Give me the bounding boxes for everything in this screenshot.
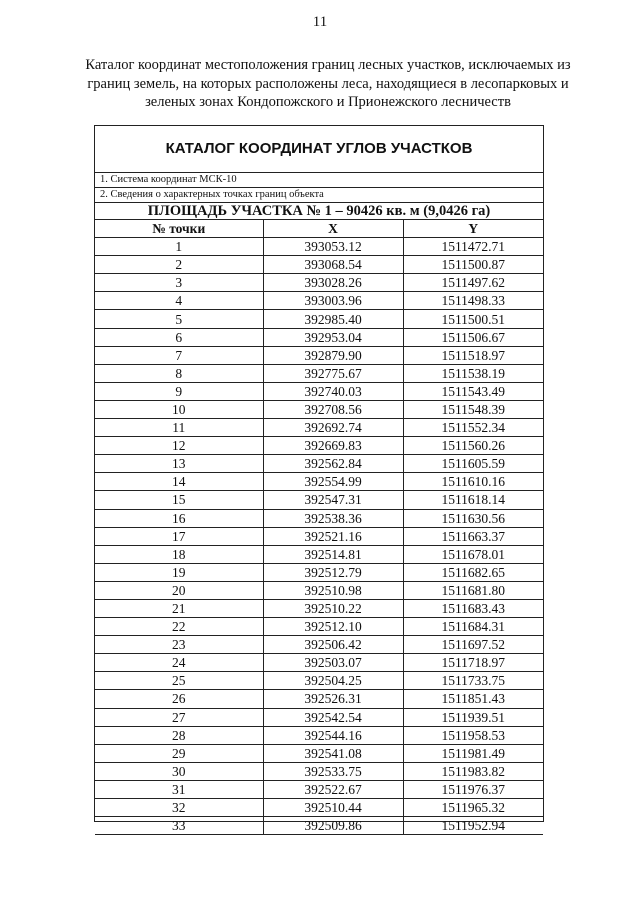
y-coordinate-cell: 1511663.37 [403, 527, 543, 545]
y-coordinate-cell: 1511618.14 [403, 491, 543, 509]
point-number-cell: 14 [95, 473, 263, 491]
x-coordinate-cell: 392510.98 [263, 581, 403, 599]
x-coordinate-cell: 392510.22 [263, 599, 403, 617]
point-number-cell: 7 [95, 346, 263, 364]
area-title: ПЛОЩАДЬ УЧАСТКА № 1 – 90426 кв. м (9,0426 га) [95, 202, 543, 219]
point-number-cell: 22 [95, 618, 263, 636]
table-row [95, 310, 543, 328]
y-coordinate-cell: 1511543.49 [403, 382, 543, 400]
table-row [95, 473, 543, 491]
x-coordinate-cell: 393028.26 [263, 274, 403, 292]
y-coordinate-cell: 1511497.62 [403, 274, 543, 292]
coordinate-system-line: 1. Система координат МСК-10 [95, 172, 543, 187]
point-number-cell: 32 [95, 799, 263, 817]
point-number-cell: 20 [95, 581, 263, 599]
y-coordinate-cell: 1511678.01 [403, 545, 543, 563]
point-number-cell: 2 [95, 256, 263, 274]
point-number-cell: 23 [95, 636, 263, 654]
point-number-cell: 24 [95, 654, 263, 672]
y-coordinate-cell: 1511684.31 [403, 618, 543, 636]
table-row [95, 762, 543, 780]
table-row [95, 799, 543, 817]
x-coordinate-cell: 392522.67 [263, 780, 403, 798]
table-row [95, 346, 543, 364]
x-coordinate-cell: 392526.31 [263, 690, 403, 708]
x-coordinate-cell: 392512.79 [263, 563, 403, 581]
table-row [95, 256, 543, 274]
y-coordinate-cell: 1511939.51 [403, 708, 543, 726]
table-row [95, 581, 543, 599]
x-coordinate-cell: 393003.96 [263, 292, 403, 310]
table-row [95, 455, 543, 473]
y-coordinate-cell: 1511682.65 [403, 563, 543, 581]
point-number-cell: 25 [95, 672, 263, 690]
point-number-cell: 1 [95, 238, 263, 256]
x-coordinate-cell: 392512.10 [263, 618, 403, 636]
x-coordinate-cell: 392509.86 [263, 817, 403, 835]
point-number-cell: 26 [95, 690, 263, 708]
point-number-cell: 30 [95, 762, 263, 780]
y-coordinate-cell: 1511605.59 [403, 455, 543, 473]
x-coordinate-cell: 392544.16 [263, 726, 403, 744]
x-coordinate-cell: 392533.75 [263, 762, 403, 780]
column-header-x: X [263, 220, 403, 238]
point-number-cell: 11 [95, 419, 263, 437]
y-coordinate-cell: 1511610.16 [403, 473, 543, 491]
table-row [95, 292, 543, 310]
table-row [95, 545, 543, 563]
x-coordinate-cell: 392775.67 [263, 364, 403, 382]
point-number-cell: 19 [95, 563, 263, 581]
y-coordinate-cell: 1511552.34 [403, 419, 543, 437]
point-number-cell: 6 [95, 328, 263, 346]
point-number-cell: 5 [95, 310, 263, 328]
x-coordinate-cell: 393068.54 [263, 256, 403, 274]
document-title: Каталог координат местоположения границ лесных участков, исключаемых из границ земель, на которых расположены леса, находящиеся в лесопарковых и зеленых зонах Кондопожского и Прионежского лесничеств [85, 57, 571, 110]
x-coordinate-cell: 392953.04 [263, 328, 403, 346]
point-number-cell: 12 [95, 437, 263, 455]
y-coordinate-cell: 1511958.53 [403, 726, 543, 744]
y-coordinate-cell: 1511718.97 [403, 654, 543, 672]
point-number-cell: 28 [95, 726, 263, 744]
points-info-line: 2. Сведения о характерных точках границ объекта [95, 187, 543, 202]
x-coordinate-cell: 392514.81 [263, 545, 403, 563]
x-coordinate-cell: 392541.08 [263, 744, 403, 762]
y-coordinate-cell: 1511976.37 [403, 780, 543, 798]
y-coordinate-cell: 1511560.26 [403, 437, 543, 455]
table-row [95, 744, 543, 762]
y-coordinate-cell: 1511500.87 [403, 256, 543, 274]
y-coordinate-cell: 1511697.52 [403, 636, 543, 654]
x-coordinate-cell: 392510.44 [263, 799, 403, 817]
table-row [95, 527, 543, 545]
y-coordinate-cell: 1511538.19 [403, 364, 543, 382]
y-coordinate-cell: 1511952.94 [403, 817, 543, 835]
table-row [95, 726, 543, 744]
point-number-cell: 17 [95, 527, 263, 545]
coordinates-table [95, 219, 543, 835]
table-row [95, 238, 543, 256]
x-coordinate-cell: 392542.54 [263, 708, 403, 726]
table-row [95, 780, 543, 798]
x-coordinate-cell: 392504.25 [263, 672, 403, 690]
catalog-title: КАТАЛОГ КООРДИНАТ УГЛОВ УЧАСТКОВ [165, 140, 473, 157]
page-number: 11 [312, 14, 328, 30]
y-coordinate-cell: 1511630.56 [403, 509, 543, 527]
point-number-cell: 10 [95, 400, 263, 418]
x-coordinate-cell: 392669.83 [263, 437, 403, 455]
table-header-row [95, 220, 543, 238]
point-number-cell: 31 [95, 780, 263, 798]
table-row [95, 708, 543, 726]
y-coordinate-cell: 1511472.71 [403, 238, 543, 256]
y-coordinate-cell: 1511983.82 [403, 762, 543, 780]
y-coordinate-cell: 1511500.51 [403, 310, 543, 328]
table-row [95, 419, 543, 437]
y-coordinate-cell: 1511965.32 [403, 799, 543, 817]
table-row [95, 636, 543, 654]
point-number-cell: 8 [95, 364, 263, 382]
x-coordinate-cell: 392740.03 [263, 382, 403, 400]
x-coordinate-cell: 393053.12 [263, 238, 403, 256]
y-coordinate-cell: 1511851.43 [403, 690, 543, 708]
point-number-cell: 33 [95, 817, 263, 835]
table-row [95, 654, 543, 672]
y-coordinate-cell: 1511683.43 [403, 599, 543, 617]
table-row [95, 437, 543, 455]
y-coordinate-cell: 1511518.97 [403, 346, 543, 364]
point-number-cell: 13 [95, 455, 263, 473]
column-header-point-number: № точки [95, 220, 263, 238]
x-coordinate-cell: 392708.56 [263, 400, 403, 418]
x-coordinate-cell: 392985.40 [263, 310, 403, 328]
table-row [95, 509, 543, 527]
table-row [95, 400, 543, 418]
column-header-y: Y [403, 220, 543, 238]
y-coordinate-cell: 1511506.67 [403, 328, 543, 346]
table-row [95, 364, 543, 382]
y-coordinate-cell: 1511981.49 [403, 744, 543, 762]
catalog-frame [94, 125, 544, 834]
point-number-cell: 4 [95, 292, 263, 310]
table-row [95, 491, 543, 509]
point-number-cell: 27 [95, 708, 263, 726]
x-coordinate-cell: 392506.42 [263, 636, 403, 654]
table-row [95, 817, 543, 835]
x-coordinate-cell: 392692.74 [263, 419, 403, 437]
table-row [95, 618, 543, 636]
table-row [95, 672, 543, 690]
table-row [95, 563, 543, 581]
x-coordinate-cell: 392547.31 [263, 491, 403, 509]
y-coordinate-cell: 1511733.75 [403, 672, 543, 690]
x-coordinate-cell: 392879.90 [263, 346, 403, 364]
point-number-cell: 29 [95, 744, 263, 762]
x-coordinate-cell: 392538.36 [263, 509, 403, 527]
point-number-cell: 16 [95, 509, 263, 527]
table-row [95, 382, 543, 400]
table-row [95, 274, 543, 292]
table-row [95, 328, 543, 346]
point-number-cell: 15 [95, 491, 263, 509]
point-number-cell: 21 [95, 599, 263, 617]
point-number-cell: 9 [95, 382, 263, 400]
table-row [95, 690, 543, 708]
y-coordinate-cell: 1511681.80 [403, 581, 543, 599]
y-coordinate-cell: 1511548.39 [403, 400, 543, 418]
table-row [95, 599, 543, 617]
x-coordinate-cell: 392562.84 [263, 455, 403, 473]
y-coordinate-cell: 1511498.33 [403, 292, 543, 310]
x-coordinate-cell: 392554.99 [263, 473, 403, 491]
point-number-cell: 3 [95, 274, 263, 292]
x-coordinate-cell: 392521.16 [263, 527, 403, 545]
point-number-cell: 18 [95, 545, 263, 563]
x-coordinate-cell: 392503.07 [263, 654, 403, 672]
